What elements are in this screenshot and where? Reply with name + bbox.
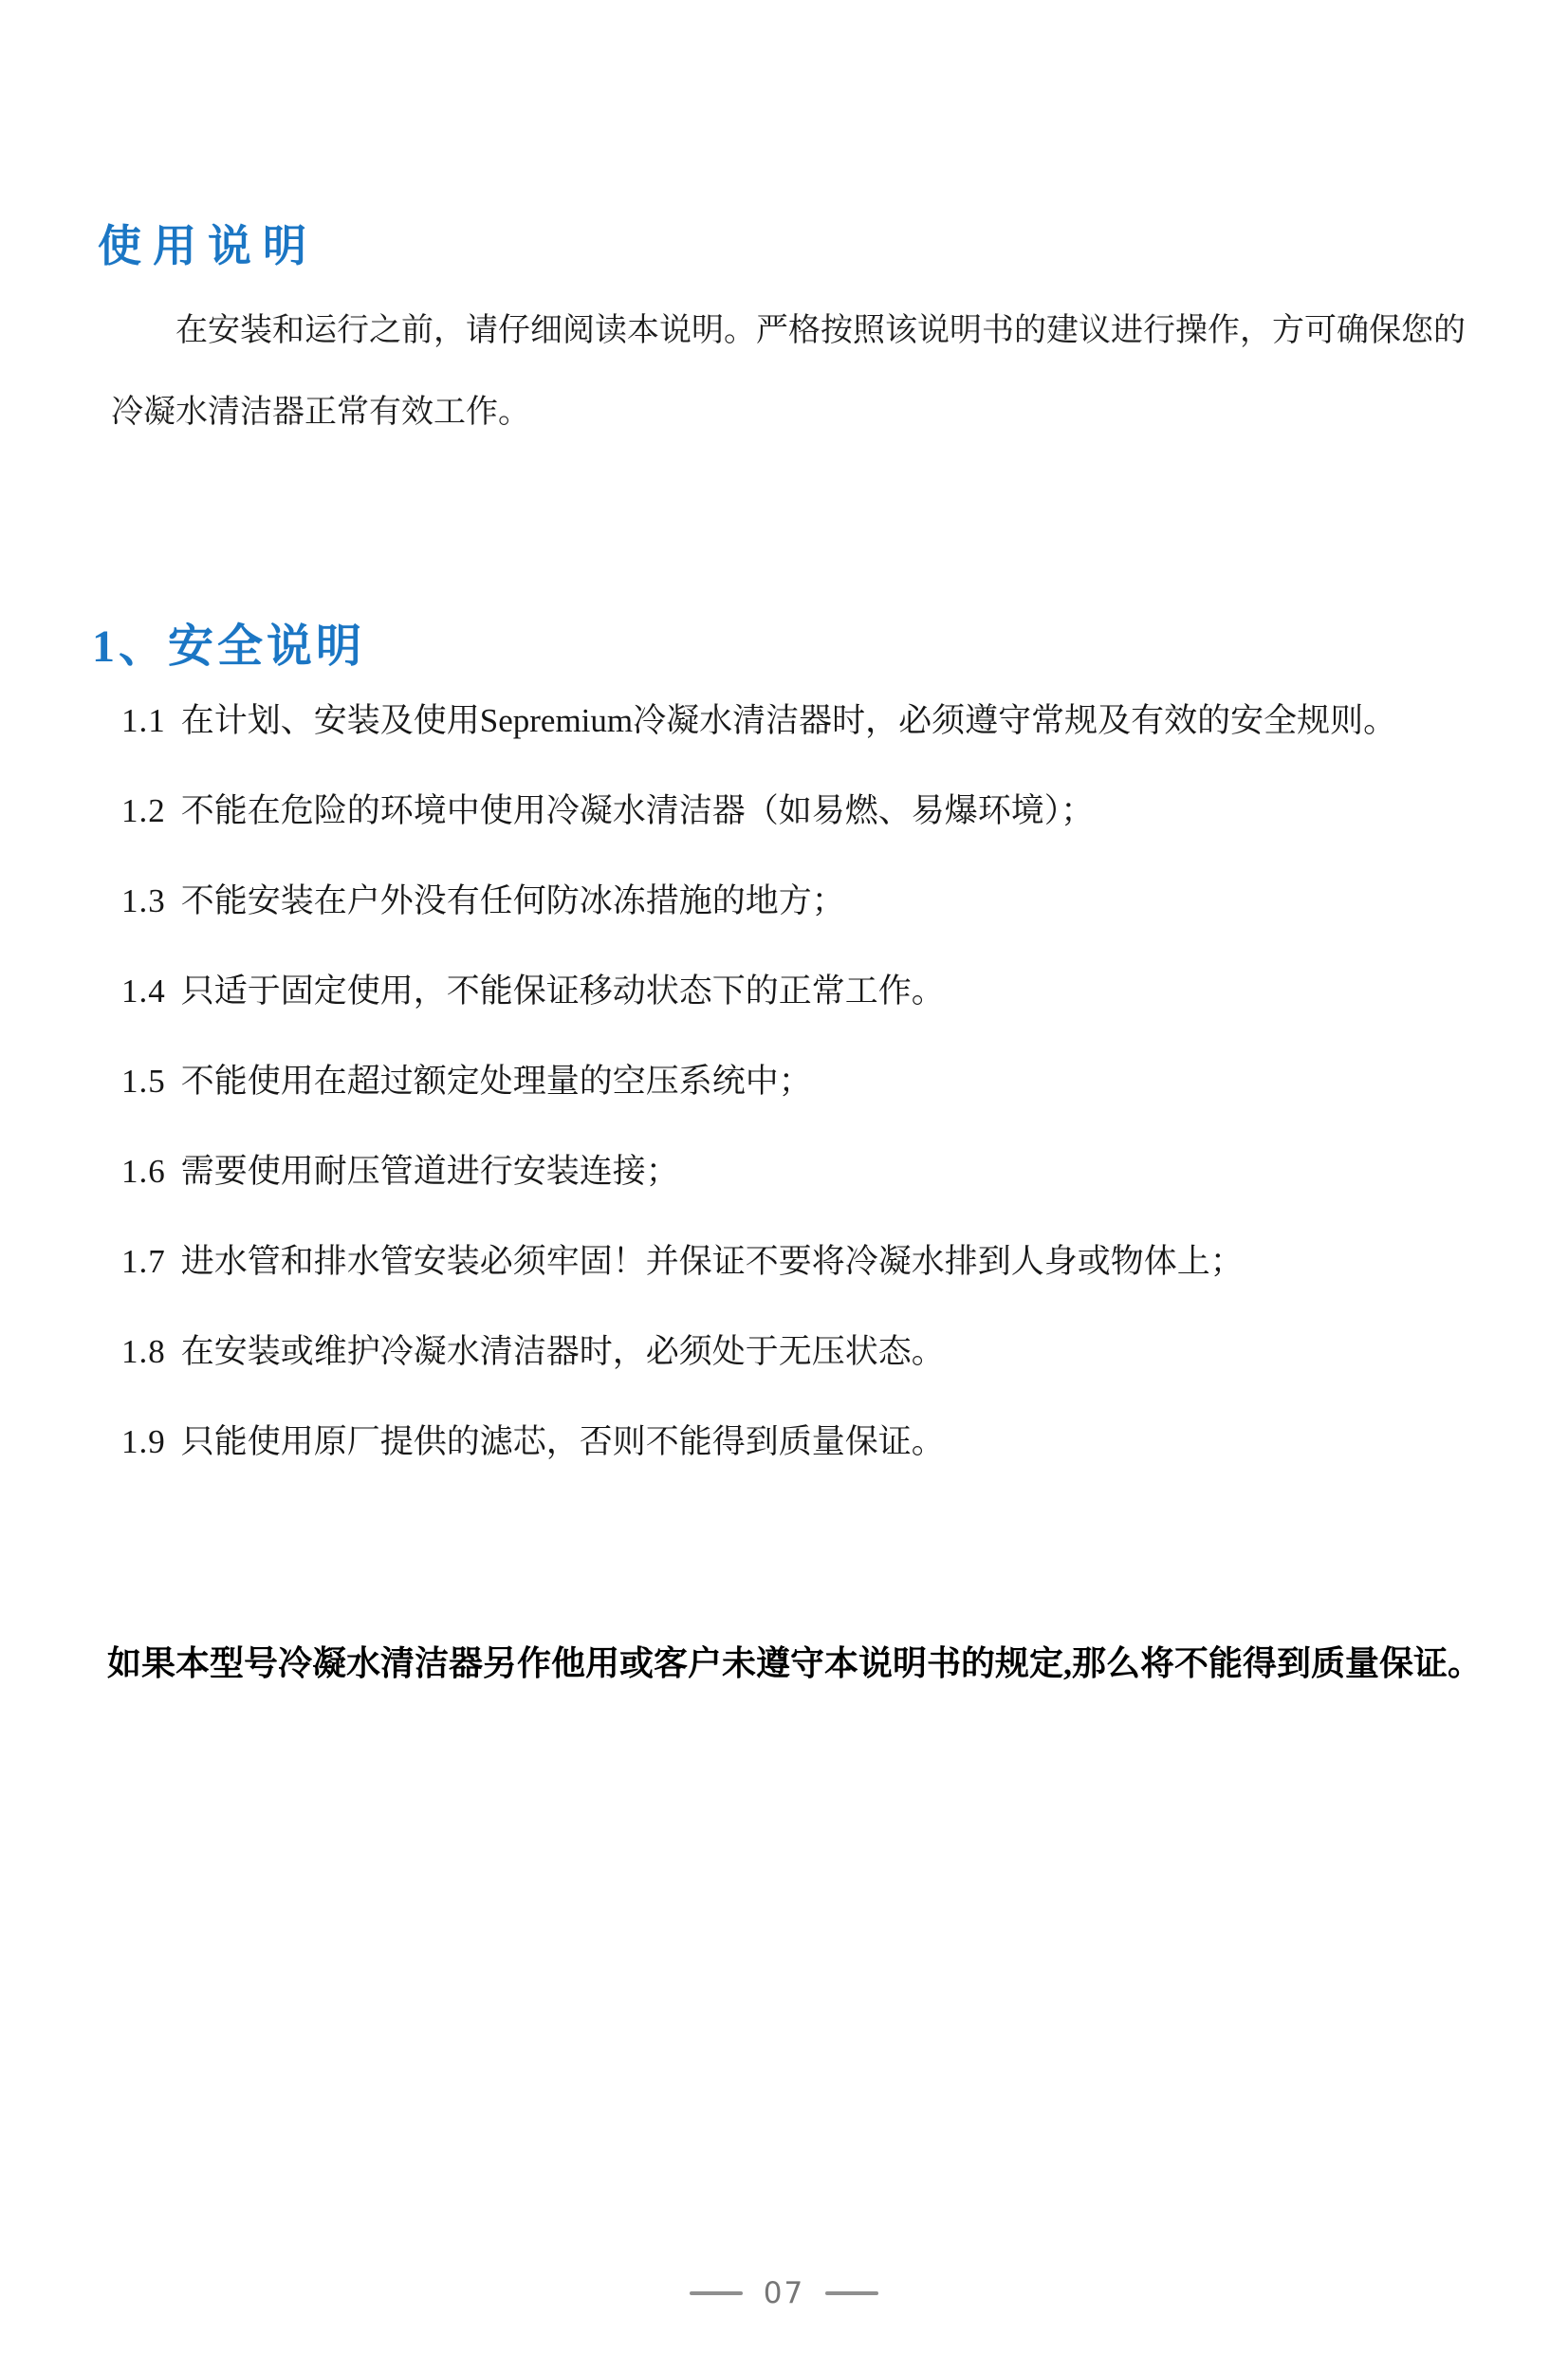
safety-item-1-5 <box>121 1036 1506 1126</box>
page-footer <box>0 2273 1568 2313</box>
item-text: 不能安装在户外没有任何防冰冻措施的地方； <box>180 882 845 919</box>
item-number: 1.9 <box>121 1423 166 1460</box>
item-text: 需要使用耐压管道进行安装连接； <box>180 1153 679 1190</box>
item-number: 1.1 <box>121 702 166 739</box>
page-number: 07 <box>763 2275 805 2310</box>
item-text: 只适于固定使用，不能保证移动状态下的正常工作。 <box>180 973 945 1010</box>
item-number: 1.5 <box>121 1063 166 1100</box>
item-text: 只能使用原厂提供的滤芯，否则不能得到质量保证。 <box>180 1423 945 1460</box>
item-text: 在安装或维护冷凝水清洁器时，必须处于无压状态。 <box>180 1333 945 1370</box>
safety-item-1-1 <box>121 676 1506 766</box>
safety-item-1-9 <box>121 1397 1506 1487</box>
item-number: 1.6 <box>121 1153 166 1190</box>
page-title: 使用说明 <box>98 221 318 270</box>
item-number: 1.8 <box>121 1333 166 1370</box>
item-text: 进水管和排水管安装必须牢固！并保证不要将冷凝水排到人身或物体上； <box>180 1243 1244 1280</box>
item-text: 在计划、安装及使用Sepremium冷凝水清洁器时，必须遵守常规及有效的安全规则。 <box>180 702 1397 739</box>
intro-paragraph <box>111 290 1524 454</box>
safety-item-1-3 <box>121 856 1506 946</box>
safety-instructions-list <box>121 676 1506 1487</box>
item-number: 1.3 <box>121 882 166 919</box>
footer-dash-right <box>825 2291 878 2295</box>
intro-line-2: 冷凝水清洁器正常有效工作。 <box>111 395 530 430</box>
item-number: 1.7 <box>121 1243 166 1280</box>
section-heading-safety: 1、安全说明 <box>92 621 366 672</box>
warranty-warning-text: 如果本型号冷凝水清洁器另作他用或客户未遵守本说明书的规定,那么将不能得到质量保证。 <box>107 1644 1483 1682</box>
safety-item-1-2 <box>121 766 1506 856</box>
footer-dash-left <box>690 2291 743 2295</box>
safety-item-1-7 <box>121 1216 1506 1307</box>
safety-item-1-6 <box>121 1126 1506 1216</box>
item-number: 1.4 <box>121 973 166 1010</box>
safety-item-1-4 <box>121 946 1506 1036</box>
safety-item-1-8 <box>121 1307 1506 1397</box>
item-number: 1.2 <box>121 792 166 829</box>
item-text: 不能在危险的环境中使用冷凝水清洁器（如易燃、易爆环境）； <box>180 792 1095 829</box>
intro-line-1: 在安装和运行之前，请仔细阅读本说明。严格按照该说明书的建议进行操作，方可确保您的 <box>175 313 1466 348</box>
item-text: 不能使用在超过额定处理量的空压系统中； <box>180 1063 812 1100</box>
